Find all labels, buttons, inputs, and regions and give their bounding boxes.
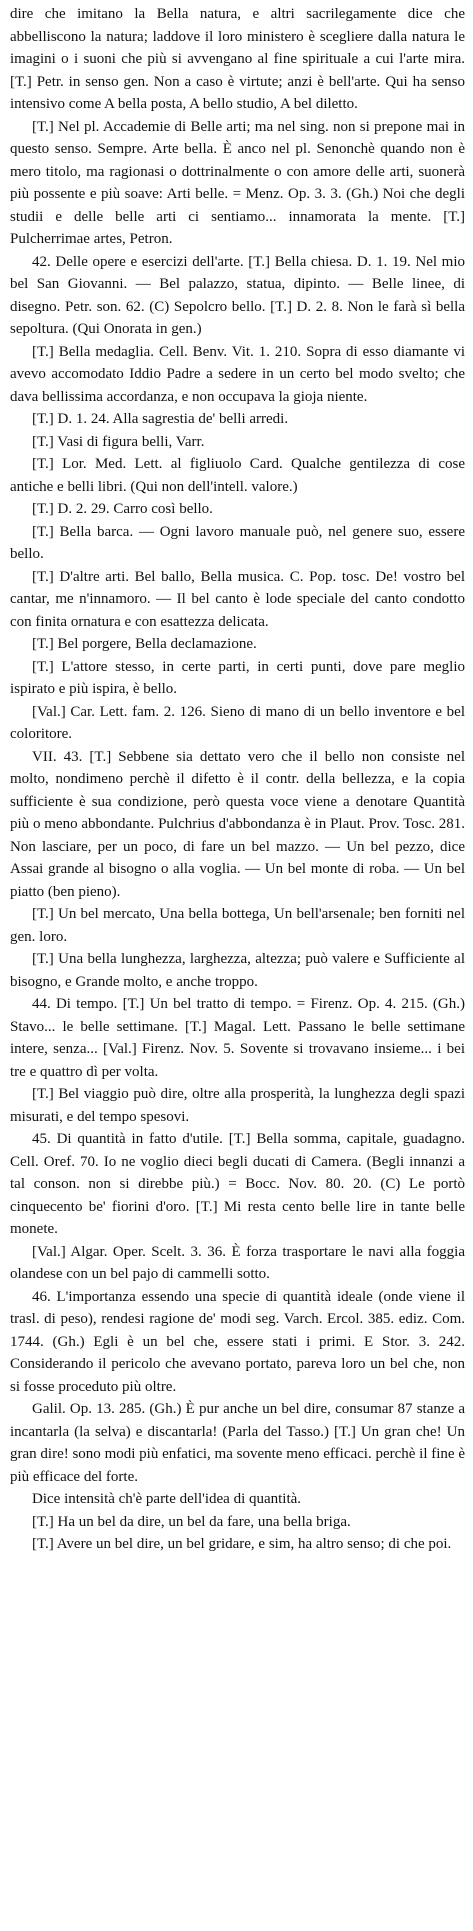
- paragraph-viaggio: [T.] Bel viaggio può dire, oltre alla prosperità, la lunghezza degli spazi misurati, e del tempo spesovi.: [10, 1086, 465, 1125]
- paragraph-attore: [T.] L'attore stesso, in certe parti, in certi punti, dove pare meglio ispirato e più ispira, è bello.: [10, 658, 465, 697]
- paragraph-vasi: [T.] Vasi di figura belli, Varr.: [32, 433, 205, 450]
- paragraph-intensita: Dice intensità ch'è parte dell'idea di quantità.: [32, 1491, 302, 1507]
- paragraph-porgere: [T.] Bel porgere, Bella declamazione.: [32, 636, 257, 652]
- paragraph-section-43: VII. 43. [T.] Sebbene sia dettato vero che il bello non consiste nel molto, nondimeno perchè il difetto è il contr. della bellezza, e la copia sufficiente è sua condizione, però questa voce viene a denotare Quantità più o meno abbondante. Pulchrius d'abbondanza è in Plaut. Prov. Tosc. 281. Non lasciare, per un poco, di fare un bel mazzo. — Un bel pezzo, dice Assai grande al bisogno o alla voglia. — Un bel monte di roba. — Un bel piatto (ben pieno).: [10, 748, 465, 900]
- paragraph-libri: [T.] Lor. Med. Lett. al figliuolo Card. Qualche gentilezza di cose antiche e belli libri. (Qui non dell'intell. valore.): [10, 456, 465, 495]
- paragraph-section-42: 42. Delle opere e esercizi dell'arte. [T.] Bella chiesa. D. 1. 19. Nel mio bel San Giovanni. — Bel palazzo, statua, dipinto. — Belle linee, di disegno. Petr. son. 62. (C) Sepolcro bello. [T.] D. 2. 8. Non le farà sì bella sepoltura. (Qui Onorata in gen.): [10, 253, 465, 337]
- paragraph-belle-arti: [T.] Nel pl. Accademie di Belle arti; ma nel sing. non si prepone mai in questo senso. Sempre. Arte bella. È anco nel pl. Senonchè quando non è mero titolo, ma ragionasi o dottrinalmente o con amore delle arti, suonerà più possente e più soave: Arti belle. = Menz. Op. 3. 3. (Gh.) Noi che degli studii e delle belle arti ci sentiamo... innamorata la mente. [T.] Pulcherrimae artes, Petron.: [10, 118, 465, 247]
- paragraph-medaglia: [T.] Bella medaglia. Cell. Benv. Vit. 1. 210. Sopra di esso diamante vi avevo accomodato Iddio Padre a sedere in un certo bel modo svelto; che dava bellissima accordanza, e non occupava la gioja niente.: [10, 343, 465, 405]
- paragraph-cammelli: [Val.] Algar. Oper. Scelt. 3. 36. È forza trasportare le navi alla foggia olandese con un bel pajo di cammelli sotto.: [10, 1243, 465, 1282]
- paragraph-arredi: [T.] D. 1. 24. Alla sagrestia de' belli arredi.: [32, 411, 289, 427]
- paragraph-bel-da-dire: [T.] Ha un bel da dire, un bel da fare, una bella briga.: [32, 1513, 351, 1530]
- paragraph-section-44: 44. Di tempo. [T.] Un bel tratto di tempo. = Firenz. Op. 4. 215. (Gh.) Stavo... le belle settimane. [T.] Magal. Lett. Passano le belle settimane intere, senza... [Val.] Firenz. Nov. 5. Sovente si trovavano insieme... i bei tre e quattro dì per volta.: [10, 996, 465, 1080]
- paragraph-intro: dire che imitano la Bella natura, e altri sacrilegamente dice che abbelliscono la natura; laddove il loro ministero è scegliere dalla natura le imagini o i suoni che più si avvengano al fine spirituale a cui l'arte mira. [T.] Petr. in senso gen. Non a caso è virtute; anzi è bell'arte. Qui ha senso intensivo come A bella posta, A bello studio, A bel diletto.: [10, 6, 465, 112]
- paragraph-mercato: [T.] Un bel mercato, Una bella bottega, Un bell'arsenale; ben forniti nel gen. loro.: [10, 906, 465, 945]
- paragraph-coloritore: [Val.] Car. Lett. fam. 2. 126. Sieno di mano di un bello inventore e bel coloritore.: [10, 703, 465, 742]
- paragraph-galileo: Galil. Op. 13. 285. (Gh.) È pur anche un bel dire, consumar 87 stanze a incantarla (la selva) e discantarla! (Parla del Tasso.) [T.] Un gran che! Un gran dire! sono modi più enfatici, ma sovente meno efficaci. perchè il fine è più efficace del forte.: [10, 1401, 465, 1485]
- paragraph-section-45: 45. Di quantità in fatto d'utile. [T.] Bella somma, capitale, guadagno. Cell. Oref. 70. Io ne voglio dieci begli ducati di Camera. (Begli innanzi a tal conson. non si direbbe più.) = Bocc. Nov. 80. 20. (C) Le portò cinquecento be' fiorini d'oro. [T.] Mi resta cento belle lire in tante belle monete.: [10, 1131, 465, 1237]
- paragraph-lunghezza: [T.] Una bella lunghezza, larghezza, altezza; può valere e Sufficiente al bisogno, e Grande molto, e anche troppo.: [10, 951, 465, 990]
- paragraph-carro: [T.] D. 2. 29. Carro così bello.: [32, 501, 213, 517]
- paragraph-section-46: 46. L'importanza essendo una specie di quantità ideale (onde viene il trasl. di peso), rendesi ragione de' modi seg. Varch. Ercol. 385. ediz. Com. 1744. (Gh.) Egli è un bel che, essere stati i primi. E Stor. 3. 242. Considerando il pericolo che avevano portato, pareva loro un bel che, non si fosse proceduto più oltre.: [10, 1288, 465, 1395]
- paragraph-bel-gridare: [T.] Avere un bel dire, un bel gridare, e sim, ha altro senso; di che poi.: [32, 1536, 452, 1552]
- paragraph-barca: [T.] Bella barca. — Ogni lavoro manuale può, nel genere suo, essere bello.: [10, 523, 465, 562]
- paragraph-altre-arti: [T.] D'altre arti. Bel ballo, Bella musica. C. Pop. tosc. De! vostro bel cantar, me n'innamoro. — Il bel canto è lode speciale del canto condotto con finita ornatura e con esattezza delicata.: [10, 568, 465, 630]
